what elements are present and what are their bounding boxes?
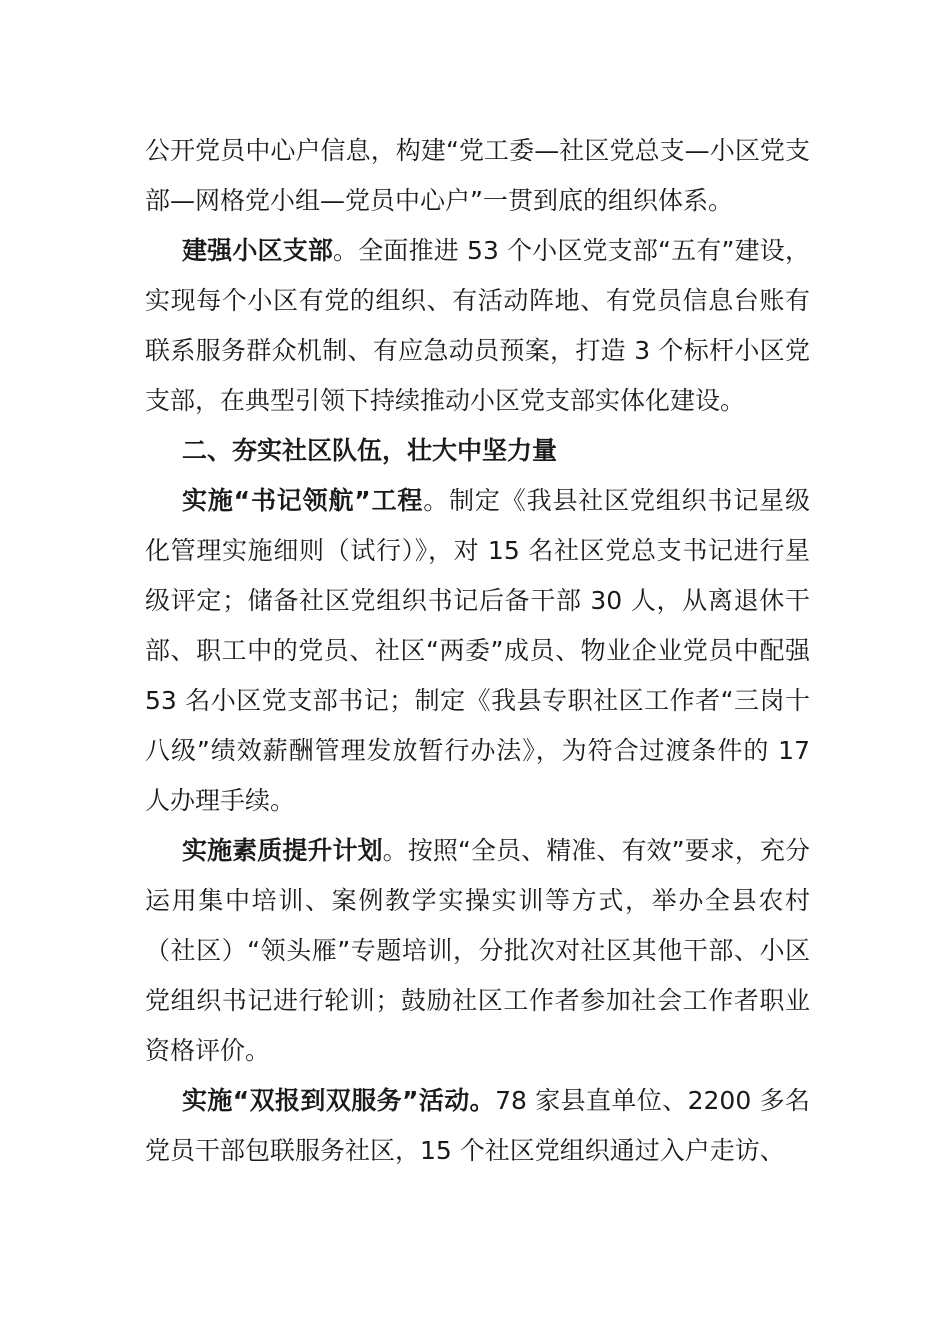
paragraph-body: 公开党员中心户信息，构建“党工委—社区党总支—小区党支部—网格党小组—党员中心户”一贯到底的组织体系。 bbox=[145, 136, 810, 215]
paragraph-org-system bbox=[145, 126, 810, 226]
section-heading: 二、夯实社区队伍，壮大中坚力量 bbox=[182, 436, 558, 465]
paragraph-dual-service bbox=[145, 1076, 810, 1176]
paragraph-lead: 建强小区支部 bbox=[182, 236, 334, 265]
paragraph-lead: 实施“双报到双服务”活动。 bbox=[182, 1086, 496, 1115]
paragraph-body: 。全面推进 53 个小区党支部“五有”建设，实现每个小区有党的组织、有活动阵地、有党员信息台账有联系服务群众机制、有应急动员预案，打造 3 个标杆小区党支部，在典型引领下持续推动小区党支部实体化建设。 bbox=[145, 236, 810, 415]
paragraph-body: 。按照“全员、精准、有效”要求，充分运用集中培训、案例教学实操实训等方式，举办全县农村（社区）“领头雁”专题培训，分批次对社区其他干部、小区党组织书记进行轮训；鼓励社区工作者参加社会工作者职业资格评价。 bbox=[145, 836, 810, 1065]
paragraph-body: 。制定《我县社区党组织书记星级化管理实施细则（试行）》，对 15 名社区党总支书记进行星级评定；储备社区党组织书记后备干部 30 人，从离退休干部、职工中的党员、社区“两委”成员、物业企业党员中配强 53 名小区党支部书记；制定《我县专职社区工作者“三岗十八级”绩效薪酬管理发放暂行办法》，为符合过渡条件的 17 人办理手续。 bbox=[145, 486, 810, 815]
paragraph-quality-plan bbox=[145, 826, 810, 1076]
paragraph-secretary-program bbox=[145, 476, 810, 826]
paragraph-strengthen-branches bbox=[145, 226, 810, 426]
document-page bbox=[145, 126, 810, 1176]
paragraph-lead: 实施“书记领航”工程 bbox=[182, 486, 424, 515]
paragraph-lead: 实施素质提升计划 bbox=[182, 836, 383, 865]
paragraph-body: 78 家县直单位、2200 多名党员干部包联服务社区，15 个社区党组织通过入户走访、 bbox=[145, 1086, 810, 1165]
